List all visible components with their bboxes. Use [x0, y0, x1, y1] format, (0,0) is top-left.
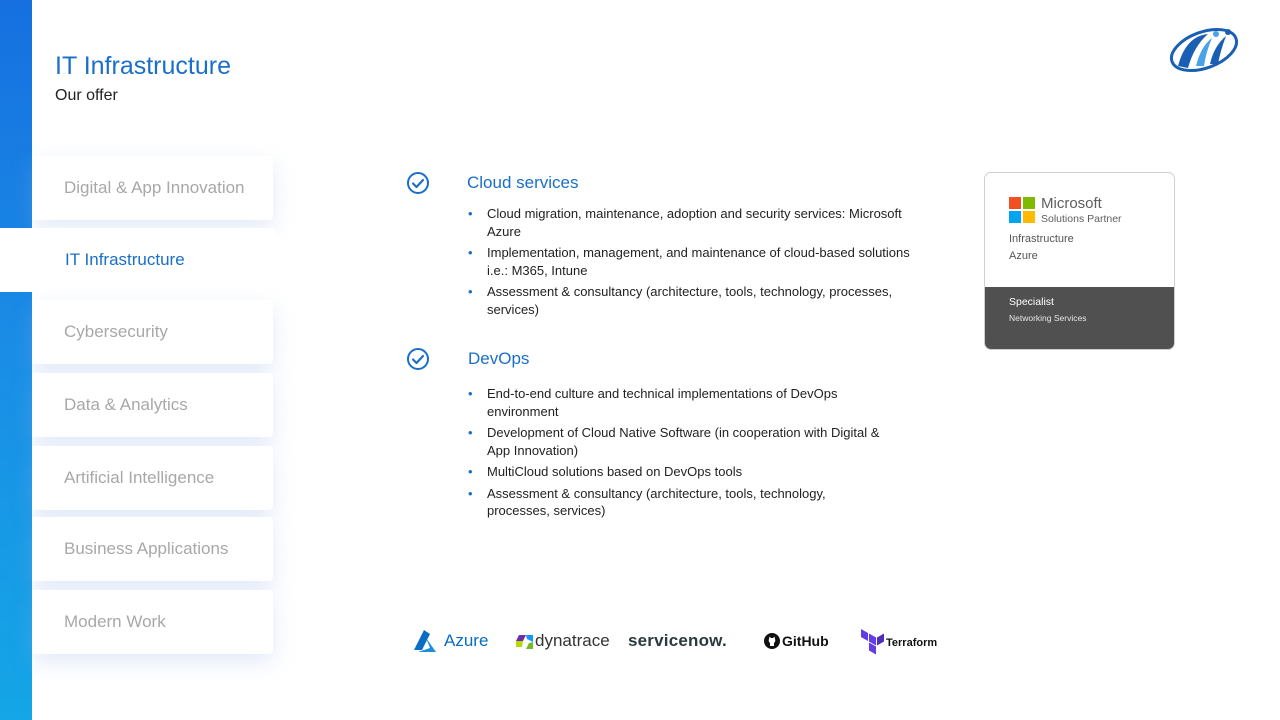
nav-item-business-applications[interactable] [32, 517, 273, 581]
list-item: • MultiCloud solutions based on DevOps tools [468, 463, 888, 481]
section-devops [406, 347, 946, 518]
badge-specialization: Networking Services [1009, 313, 1087, 323]
list-item: • Implementation, management, and maintenance of cloud-based solutions i.e.: M365, Intune [468, 244, 928, 279]
check-circle-icon [406, 347, 430, 371]
dynatrace-logo [516, 624, 610, 658]
page-subtitle: Our offer [55, 87, 118, 104]
nav-item-label: Data & Analytics [64, 395, 188, 414]
nav-item-label: Modern Work [64, 612, 166, 631]
section-header [406, 171, 946, 195]
github-logo [764, 624, 829, 658]
nav-item-label: Digital & App Innovation [64, 178, 245, 197]
left-accent-bar [0, 0, 32, 720]
terraform-label: Terraform [886, 637, 938, 649]
bullet-list [468, 205, 928, 322]
azure-icon [412, 630, 442, 652]
badge-program: Solutions Partner [1041, 213, 1122, 225]
bullet-list [468, 385, 888, 524]
page-title: IT Infrastructure [55, 52, 231, 80]
section-cloud-services [406, 171, 946, 317]
microsoft-logo-icon [1009, 197, 1035, 223]
azure-label: Azure [444, 631, 489, 650]
servicenow-label: servicenow. [628, 631, 727, 650]
dynatrace-label: dynatrace [535, 631, 610, 650]
nav-item-label: Artificial Intelligence [64, 468, 215, 487]
list-item: • Cloud migration, maintenance, adoption and security services: Microsoft Azure [468, 205, 928, 240]
github-label: GitHub [782, 633, 829, 649]
nav-item-data-analytics[interactable] [32, 373, 273, 437]
badge-platform: Azure [1009, 250, 1038, 262]
nav-item-digital-app-innovation[interactable] [32, 156, 273, 220]
nav-item-cybersecurity[interactable] [32, 300, 273, 364]
section-title: DevOps [468, 349, 530, 368]
check-circle-icon [406, 171, 430, 195]
badge-level: Specialist [1009, 296, 1054, 308]
nav-item-label: Business Applications [64, 539, 229, 558]
nav-item-it-infrastructure[interactable] [0, 228, 300, 292]
dynatrace-icon [516, 632, 534, 650]
nav-item-artificial-intelligence[interactable] [32, 446, 273, 510]
badge-top [985, 173, 1174, 287]
badge-area: Infrastructure [1009, 233, 1074, 245]
terraform-logo [861, 626, 937, 660]
list-item: • Development of Cloud Native Software (in cooperation with Digital & App Innovation) [468, 424, 888, 459]
nav-item-modern-work[interactable] [32, 590, 273, 654]
azure-logo [412, 624, 488, 658]
list-item: • Assessment & consultancy (architecture, tools, technology, processes, services) [468, 485, 888, 520]
terraform-icon [861, 629, 885, 657]
section-header [406, 347, 946, 371]
list-item: • End-to-end culture and technical implementations of DevOps environment [468, 385, 888, 420]
list-item: • Assessment & consultancy (architecture, tools, technology, processes, services) [468, 283, 928, 318]
section-title: Cloud services [467, 173, 579, 192]
servicenow-logo [628, 624, 727, 658]
nav-item-label: IT Infrastructure [65, 250, 185, 269]
badge-brand: Microsoft [1041, 195, 1102, 212]
nav-item-label: Cybersecurity [64, 322, 168, 341]
microsoft-partner-badge [984, 172, 1175, 350]
company-logo [1168, 26, 1240, 74]
github-icon [764, 633, 780, 649]
